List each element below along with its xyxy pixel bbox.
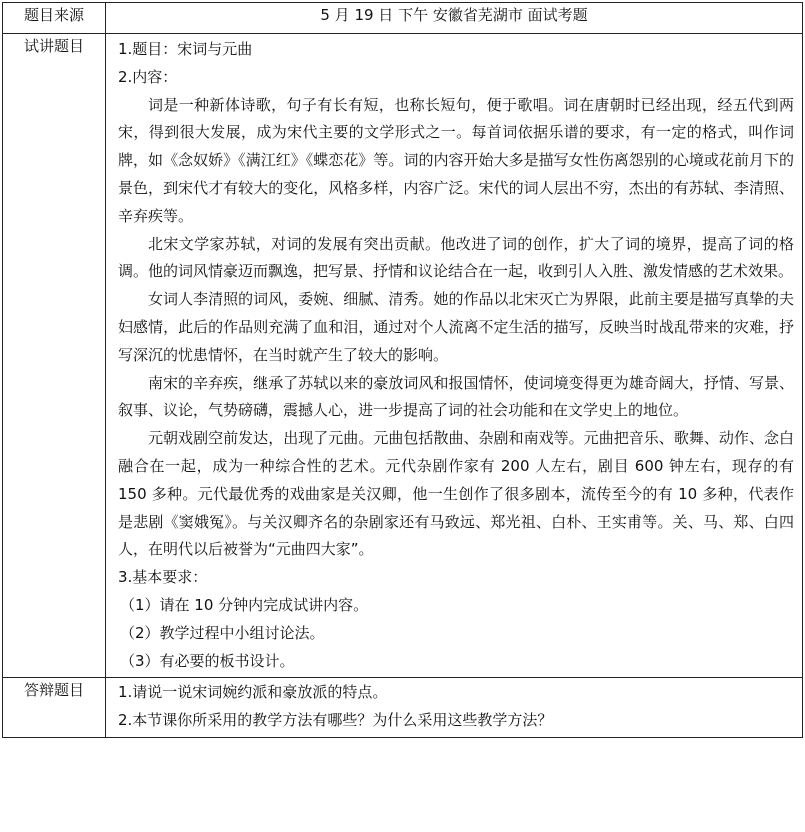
defense-question: 1.请说一说宋词婉约派和豪放派的特点。 (118, 683, 388, 702)
requirement-item: （2）教学过程中小组讨论法。 (120, 623, 325, 642)
requirements-heading: 3.基本要求： (118, 568, 208, 587)
source-label: 题目来源 (3, 3, 106, 34)
lecture-content (106, 34, 803, 678)
requirement-item: （1）请在 10 分钟内完成试讲内容。 (120, 595, 369, 614)
exam-table (2, 2, 803, 738)
paragraph: 词是一种新体诗歌，句子有长有短，也称长短句，便于歌唱。词在唐朝时已经出现，经五代到两宋，得到很大发展，成为宋代主要的文学形式之一。每首词依据乐谱的要求，有一定的格式，叫作词牌，如《念奴娇》《满江红》《蝶恋花》等。词的内容开始大多是描写女性伤离怨别的心境或花前月下的景色，到宋代才有较大的变化，风格多样，内容广泛。宋代的词人层出不穷，杰出的有苏轼、李清照、辛弃疾等。 (118, 95, 794, 225)
header-row (3, 3, 803, 34)
source-value: 5 月 19 日 下午 安徽省芜湖市 面试考题 (106, 3, 803, 34)
defense-row (3, 678, 803, 738)
paragraph: 元朝戏剧空前发达，出现了元曲。元曲包括散曲、杂剧和南戏等。元曲把音乐、歌舞、动作、念白融合在一起，成为一种综合性的艺术。元代杂剧作家有 200 人左右，剧目 600 钟左右，现存的有 150 多种。元代最优秀的戏曲家是关汉卿，他一生创作了很多剧本，流传至今的有 10 多种，代表作是悲剧《窦娥冤》。与关汉卿齐名的杂剧家还有马致远、郑光祖、白朴、王实甫等。关、马、郑、白四人，在明代以后被誉为“元曲四大家”。 (118, 429, 794, 559)
paragraph: 北宋文学家苏轼，对词的发展有突出贡献。他改进了词的创作，扩大了词的境界，提高了词的格调。他的词风情豪迈而飘逸，把写景、抒情和议论结合在一起，收到引人入胜、激发情感的艺术效果。 (118, 234, 794, 281)
lecture-row (3, 34, 803, 678)
paragraph: 南宋的辛弃疾，继承了苏轼以来的豪放词风和报国情怀，使词境变得更为雄奇阔大，抒情、写景、叙事、议论，气势磅礴，震撼人心，进一步提高了词的社会功能和在文学史上的地位。 (118, 373, 794, 420)
lecture-topic: 1.题目：宋词与元曲 (118, 40, 253, 58)
paragraph: 女词人李清照的词风，委婉、细腻、清秀。她的作品以北宋灭亡为界限，此前主要是描写真挚的夫妇感情，此后的作品则充满了血和泪，通过对个人流离不定生活的描写，反映当时战乱带来的灾难，抒写深沉的忧患情怀，在当时就产生了较大的影响。 (118, 290, 794, 364)
content-heading: 2.内容： (118, 67, 178, 86)
lecture-label: 试讲题目 (3, 34, 106, 678)
requirement-item: （3）有必要的板书设计。 (120, 651, 295, 670)
defense-question: 2.本节课你所采用的教学方法有哪些？为什么采用这些教学方法？ (118, 711, 553, 730)
defense-content (106, 678, 803, 738)
defense-label: 答辩题目 (3, 678, 106, 738)
